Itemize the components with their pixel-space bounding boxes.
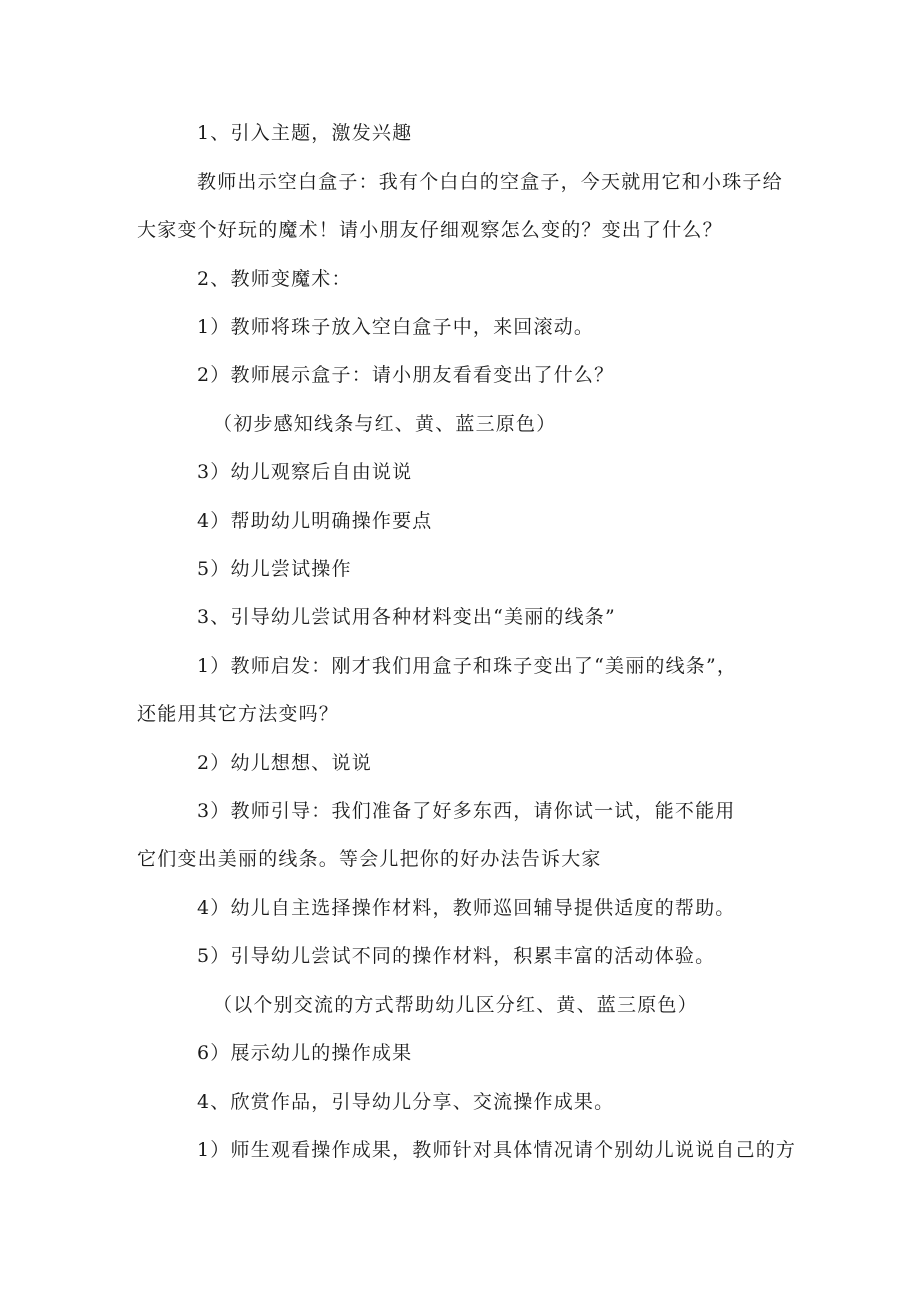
- section-heading-4: 4、欣赏作品，引导幼儿分享、交流操作成果。: [197, 1091, 615, 1113]
- paragraph-line: 它们变出美丽的线条。等会儿把你的好办法告诉大家: [137, 848, 602, 870]
- paragraph-line: 还能用其它方法变吗？: [137, 703, 340, 725]
- list-item: 2）幼儿想想、说说: [197, 752, 372, 774]
- paragraph-line: 大家变个好玩的魔术！请小朋友仔细观察怎么变的？变出了什么？: [137, 219, 723, 241]
- list-item: 4）幼儿自主选择操作材料，教师巡回辅导提供适度的帮助。: [197, 897, 736, 919]
- section-heading-1: 1、引入主题，激发兴趣: [197, 122, 413, 144]
- list-item: 1）教师将珠子放入空白盒子中，来回滚动。: [197, 316, 595, 338]
- list-item: 3）幼儿观察后自由说说: [197, 461, 413, 483]
- list-item: 5）幼儿尝试操作: [197, 558, 352, 580]
- list-item: 6）展示幼儿的操作成果: [197, 1042, 413, 1064]
- section-heading-2: 2、教师变魔术：: [197, 268, 352, 290]
- note-line: （初步感知线条与红、黄、蓝三原色）: [213, 413, 557, 435]
- note-line: （以个别交流的方式帮助幼儿区分红、黄、蓝三原色）: [213, 994, 698, 1016]
- section-heading-3: 3、引导幼儿尝试用各种材料变出“美丽的线条”: [197, 606, 616, 628]
- list-item: 4）帮助幼儿明确操作要点: [197, 510, 433, 532]
- list-item: 2）教师展示盒子：请小朋友看看变出了什么？: [197, 364, 615, 386]
- paragraph-line: 教师出示空白盒子：我有个白白的空盒子，今天就用它和小珠子给: [197, 171, 783, 193]
- list-item: 1）师生观看操作成果，教师针对具体情况请个别幼儿说说自己的方: [197, 1139, 797, 1161]
- list-item: 1）教师启发：刚才我们用盒子和珠子变出了“美丽的线条”，: [197, 655, 738, 677]
- list-item: 3）教师引导：我们准备了好多东西，请你试一试，能不能用: [197, 800, 736, 822]
- list-item: 5）引导幼儿尝试不同的操作材料，积累丰富的活动体验。: [197, 945, 716, 967]
